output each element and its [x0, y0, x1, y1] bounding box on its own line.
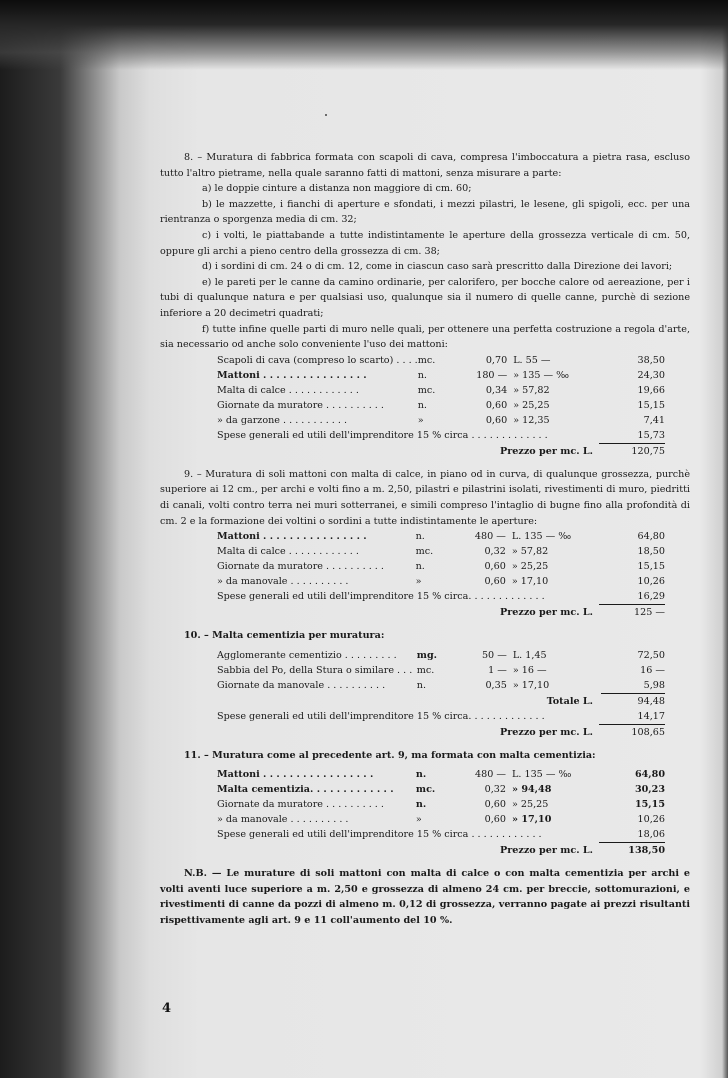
- spacer: [160, 858, 690, 866]
- article-8-item-e: e) le pareti per le canne da camino ordinarie, per calorifero, per bocche calore od aereazione, per i tubi di qualunque natura e per qualsiasi uso, qualunque sia il numero di quelle canne, purchè di sezione inferiore a 20 decimetri quadrati;: [160, 276, 690, 319]
- article-9-intro: 9. – Muratura di soli mattoni con malta di calce, in piano od in curva, di qualunque grossezza, purchè superiore ai 12 cm., per archi e volti fino a m. 2,50, pilastri e pilastrini isolati, rivestimenti di muro, piedritti di canali, volti contro terra nei muri sotterranei, e simili compreso l'intaglio di bugne fino alla profondità di cm. 2 e la formazione dei voltini o sordini a tutte indistintamente le aperture:: [160, 468, 690, 527]
- article-9: [160, 467, 690, 620]
- article-10-totale: Totale L. 94,48: [546, 695, 665, 707]
- table-row: » da manovale . . . . . . . . . . » 0,60 » 17,10 10,26: [217, 814, 665, 826]
- article-8-spese: Spese generali ed utili dell'imprenditore 15 % circa . . . . . . . . . . . . . 15,73: [217, 428, 665, 444]
- table-row: » da garzone . . . . . . . . . . . » 0,60 » 12,35 7,41: [217, 414, 665, 426]
- table-row: Mattoni . . . . . . . . . . . . . . . . . n. 480 — L. 135 — ‰ 64,80: [217, 769, 665, 781]
- article-9-spese: Spese generali ed utili dell'imprenditore 15 % circa. . . . . . . . . . . . . 16,29: [217, 589, 665, 605]
- article-8-item-b: b) le mazzette, i fianchi di aperture e sfondati, i mezzi pilastri, le lesene, gli spigoli, ecc. per una rientranza o sporgenza media di cm. 32;: [160, 198, 690, 226]
- article-8-intro: 8. – Muratura di fabbrica formata con scapoli di cava, compresa l'imboccatura a pietra rasa, escluso tutto l'altro pietrame, nella quale saranno fatti di mattoni, senza misurare a parte:: [160, 152, 690, 179]
- table-row: Mattoni . . . . . . . . . . . . . . . . n. 180 — » 135 — ‰ 24,30: [217, 369, 665, 381]
- page-number: 4: [162, 1001, 172, 1016]
- article-8-cost-table: [217, 353, 665, 428]
- article-8: [160, 150, 690, 459]
- article-11-cost-table: [217, 767, 665, 827]
- article-11-prezzo: Prezzo per mc. L. 138,50: [500, 845, 665, 857]
- table-row: Sabbia del Po, della Stura o similare . . . mc. 1 — » 16 — 16 —: [217, 664, 665, 676]
- table-row: » da manovale . . . . . . . . . . » 0,60 » 17,10 10,26: [217, 576, 665, 588]
- table-row: Malta di calce . . . . . . . . . . . . mc. 0,34 » 57,82 19,66: [217, 384, 665, 396]
- article-11: [160, 748, 690, 859]
- table-row: Malta di calce . . . . . . . . . . . . mc. 0,32 » 57,82 18,50: [217, 546, 665, 558]
- scan-shadow: [0, 0, 728, 70]
- table-row: Agglomerante cementizio . . . . . . . . . mg. 50 — L. 1,45 72,50: [217, 649, 665, 661]
- article-11-intro: 11. – Muratura come al precedente art. 9, ma formata con malta cementizia:: [184, 749, 596, 761]
- article-9-cost-table: [217, 529, 665, 589]
- article-9-prezzo: Prezzo per mc. L. 125 —: [500, 607, 665, 619]
- table-row: Giornate da muratore . . . . . . . . . . n. 0,60 » 25,25 15,15: [217, 799, 665, 811]
- article-10-intro: 10. – Malta cementizia per muratura:: [184, 630, 385, 642]
- scan-speck: [325, 114, 327, 116]
- spacer: [160, 740, 690, 748]
- table-row: Giornate da muratore . . . . . . . . . . n. 0,60 » 25,25 15,15: [217, 399, 665, 411]
- article-10-spese: Spese generali ed utili dell'imprenditore 15 % circa. . . . . . . . . . . . . 14,17: [217, 709, 665, 725]
- article-8-item-a: a) le doppie cinture a distanza non maggiore di cm. 60;: [202, 183, 472, 195]
- article-8-item-c: c) i volti, le piattabande a tutte indistintamente le aperture della grossezza verticale di cm. 50, oppure gli archi a pieno centro della grossezza di cm. 38;: [160, 229, 690, 257]
- table-row: Giornate da manovale . . . . . . . . . . n. 0,35 » 17,10 5,98: [217, 678, 665, 694]
- article-11-spese: Spese generali ed utili dell'imprenditore 15 % circa . . . . . . . . . . . . 18,06: [217, 827, 665, 843]
- table-row: Scapoli di cava (compreso lo scarto) . . . . mc. 0,70 L. 55 — 38,50: [217, 354, 665, 366]
- spacer: [160, 620, 690, 628]
- table-row: Giornate da muratore . . . . . . . . . . n. 0,60 » 25,25 15,15: [217, 561, 665, 573]
- table-row: Malta cementizia. . . . . . . . . . . . . mc. 0,32 » 94,48 30,23: [217, 784, 665, 796]
- document-body: [160, 150, 690, 929]
- spacer: [160, 459, 690, 467]
- article-10-prezzo: Prezzo per mc. L. 108,65: [500, 726, 665, 738]
- table-row: Mattoni . . . . . . . . . . . . . . . . n. 480 — L. 135 — ‰ 64,80: [217, 531, 665, 543]
- article-8-prezzo: Prezzo per mc. L. 120,75: [500, 445, 665, 457]
- article-8-item-d: d) i sordini di cm. 24 o di cm. 12, come in ciascun caso sarà prescritto dalla Direzione dei lavori;: [202, 261, 673, 273]
- nota-bene: N.B. — Le murature di soli mattoni con malta di calce o con malta cementizia per archi e volti aventi luce superiore a m. 2,50 e grossezza di almeno 24 cm. per breccie, sottomurazioni, e rivestimenti di canne da pozzi di almeno m. 0,12 di grossezza, verranno pagate ai prezzi risultanti rispettivamente agli art. 9 e 11 coll'aumento del 10 %.: [160, 868, 690, 927]
- article-10-cost-table: [217, 648, 665, 694]
- article-10: [160, 628, 690, 740]
- article-8-item-f: f) tutte infine quelle parti di muro nelle quali, per ottenere una perfetta costruzione a regola d'arte, sia necessario od anche solo conveniente l'uso dei mattoni:: [160, 323, 690, 351]
